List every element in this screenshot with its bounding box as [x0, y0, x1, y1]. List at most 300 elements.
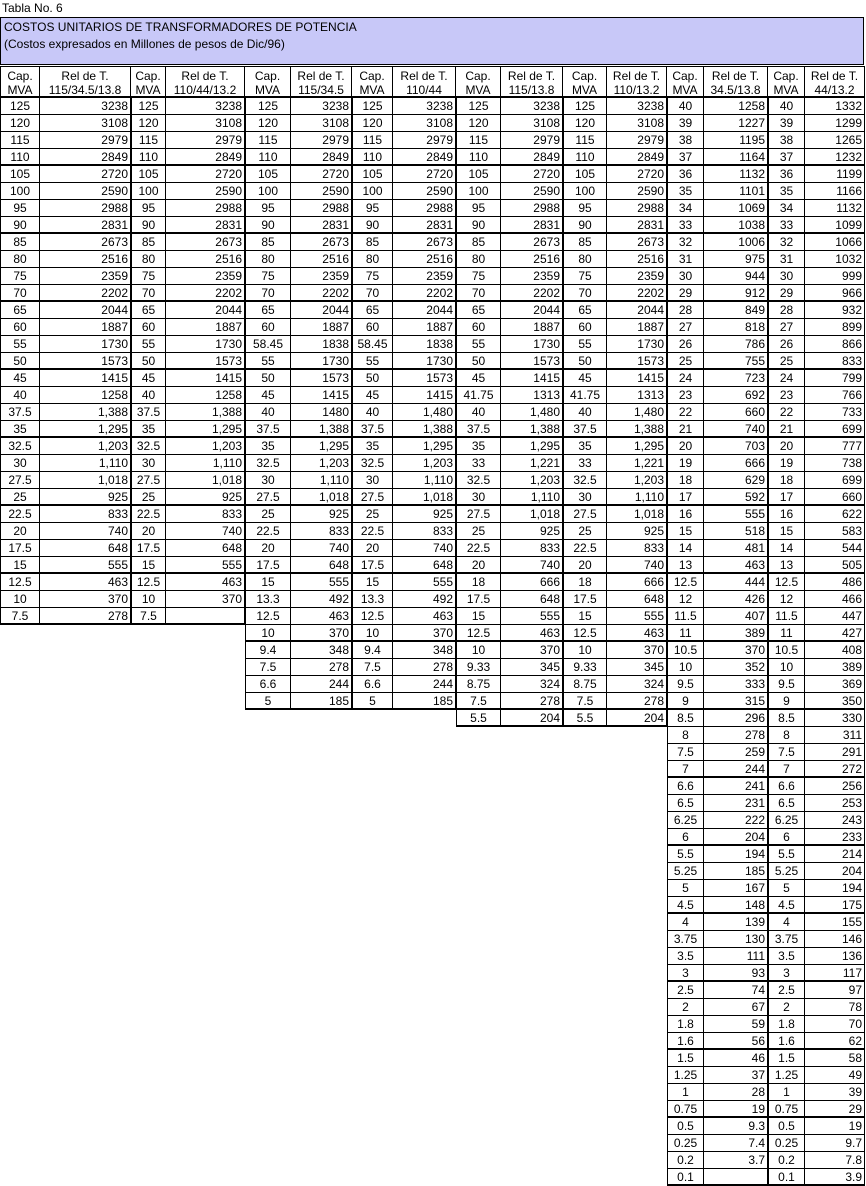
cost-cell: 1,018: [501, 506, 563, 523]
cap-mva-cell: 7.5: [768, 744, 805, 761]
column-header-line2: 115/34.5/13.8: [48, 83, 122, 97]
cost-cell: 222: [704, 812, 768, 829]
cost-cell: 1,295: [501, 438, 563, 455]
cost-cell: 29: [805, 1101, 865, 1118]
cap-mva-cell: 95: [245, 200, 291, 217]
column-header-line2: MVA: [571, 83, 598, 97]
cost-cell: 925: [166, 489, 245, 506]
cap-mva-cell: 30: [352, 472, 393, 489]
cap-mva-cell: 5: [768, 880, 805, 897]
cost-cell: 866: [805, 336, 865, 353]
cost-cell: 799: [805, 370, 865, 387]
cap-mva-cell: 5: [352, 693, 393, 710]
cap-mva-cell: 5.25: [667, 863, 704, 880]
cost-cell: 2831: [607, 217, 667, 234]
cost-cell: 648: [40, 540, 131, 557]
cap-mva-cell: 22: [667, 404, 704, 421]
cost-cell: 555: [501, 608, 563, 625]
cap-mva-cell: 115: [563, 132, 607, 149]
cap-mva-cell: 35: [563, 438, 607, 455]
cost-cell: 1573: [607, 353, 667, 370]
cap-mva-cell: 6.6: [768, 778, 805, 795]
cost-cell: 2831: [291, 217, 352, 234]
cost-cell: 766: [805, 387, 865, 404]
column-header: [768, 66, 805, 98]
cost-cell: 2202: [501, 285, 563, 302]
cap-mva-cell: 1.25: [768, 1067, 805, 1084]
cap-mva-cell: 1.25: [667, 1067, 704, 1084]
cost-cell: 1032: [805, 251, 865, 268]
cap-mva-cell: 5.5: [768, 846, 805, 863]
cap-mva-cell: 4.5: [768, 897, 805, 914]
cost-cell: 2359: [393, 268, 456, 285]
cap-mva-cell: 120: [0, 115, 40, 132]
cost-cell: 1573: [291, 370, 352, 387]
cap-mva-cell: 100: [456, 183, 501, 200]
cost-cell: 3238: [607, 98, 667, 115]
cap-mva-cell: 100: [245, 183, 291, 200]
cap-mva-cell: 85: [131, 234, 166, 251]
cost-cell: 2720: [166, 166, 245, 183]
cap-mva-cell: 1: [667, 1084, 704, 1101]
cost-cell: 2979: [40, 132, 131, 149]
cost-cell: 505: [805, 557, 865, 574]
cost-cell: 2988: [393, 200, 456, 217]
cap-mva-cell: 37.5: [131, 404, 166, 421]
cost-cell: 2673: [40, 234, 131, 251]
cost-cell: 244: [393, 676, 456, 693]
column-header-line1: Rel de T.: [612, 69, 661, 83]
cost-cell: 146: [805, 931, 865, 948]
cost-cell: 925: [501, 523, 563, 540]
cost-cell: 333: [704, 676, 768, 693]
cap-mva-cell: 95: [131, 200, 166, 217]
cap-mva-cell: 5: [245, 693, 291, 710]
cost-cell: 648: [166, 540, 245, 557]
cost-cell: 111: [704, 948, 768, 965]
cost-cell: 244: [704, 761, 768, 778]
cost-cell: 2516: [501, 251, 563, 268]
cap-mva-cell: 125: [131, 98, 166, 115]
cap-mva-cell: 5: [667, 880, 704, 897]
cap-mva-cell: 10: [0, 591, 40, 608]
cost-cell: 1313: [501, 387, 563, 404]
cap-mva-cell: 1.6: [667, 1033, 704, 1050]
cap-mva-cell: 125: [563, 98, 607, 115]
cost-cell: 370: [291, 625, 352, 642]
cap-mva-cell: 9.5: [667, 676, 704, 693]
cost-cell: 1265: [805, 132, 865, 149]
cap-mva-cell: 22.5: [352, 523, 393, 540]
cost-cell: 2988: [40, 200, 131, 217]
cap-mva-cell: 32.5: [245, 455, 291, 472]
cost-cell: 278: [291, 659, 352, 676]
cap-mva-cell: 9: [667, 693, 704, 710]
cost-cell: [166, 608, 245, 625]
cap-mva-cell: 50: [0, 353, 40, 370]
cap-mva-cell: 3.5: [768, 948, 805, 965]
cap-mva-cell: 110: [245, 149, 291, 166]
cost-cell: 46: [704, 1050, 768, 1067]
cap-mva-cell: 7.5: [131, 608, 166, 625]
cost-cell: 3238: [166, 98, 245, 115]
cost-cell: 93: [704, 965, 768, 982]
cost-cell: 1887: [393, 319, 456, 336]
cap-mva-cell: 12.5: [667, 574, 704, 591]
column-header-line1: Cap.: [773, 69, 799, 83]
cap-mva-cell: 26: [768, 336, 805, 353]
column-header: [166, 66, 245, 98]
cost-cell: 833: [291, 523, 352, 540]
cap-mva-cell: 10: [768, 659, 805, 676]
cap-mva-cell: 80: [0, 251, 40, 268]
cap-mva-cell: 35: [456, 438, 501, 455]
cap-mva-cell: 60: [245, 319, 291, 336]
cost-cell: 117: [805, 965, 865, 982]
cost-cell: 660: [805, 489, 865, 506]
cap-mva-cell: 40: [131, 387, 166, 404]
cap-mva-cell: 32: [667, 234, 704, 251]
cap-mva-cell: 7.5: [352, 659, 393, 676]
cost-cell: 3108: [40, 115, 131, 132]
cap-mva-cell: 17.5: [456, 591, 501, 608]
cost-cell: 3108: [607, 115, 667, 132]
cost-cell: 925: [607, 523, 667, 540]
cost-cell: 2988: [166, 200, 245, 217]
cap-mva-cell: 1.8: [667, 1016, 704, 1033]
cap-mva-cell: 7.5: [456, 693, 501, 710]
cap-mva-cell: 0.25: [768, 1135, 805, 1152]
cost-cell: 74: [704, 982, 768, 999]
cap-mva-cell: 100: [352, 183, 393, 200]
cap-mva-cell: 32.5: [131, 438, 166, 455]
cap-mva-cell: 70: [131, 285, 166, 302]
cost-cell: 1299: [805, 115, 865, 132]
cap-mva-cell: 31: [667, 251, 704, 268]
cap-mva-cell: 6: [768, 829, 805, 846]
cap-mva-cell: 1.5: [667, 1050, 704, 1067]
cost-cell: 1,110: [501, 489, 563, 506]
cap-mva-cell: 80: [352, 251, 393, 268]
cost-cell: 7.4: [704, 1135, 768, 1152]
cost-cell: 2590: [607, 183, 667, 200]
cap-mva-cell: 35: [0, 421, 40, 438]
cap-mva-cell: 110: [563, 149, 607, 166]
cost-cell: 296: [704, 710, 768, 727]
cap-mva-cell: 100: [0, 183, 40, 200]
cost-cell: 2044: [393, 302, 456, 319]
cap-mva-cell: 34: [667, 200, 704, 217]
cap-mva-cell: 3.5: [667, 948, 704, 965]
cap-mva-cell: 11: [768, 625, 805, 642]
cap-mva-cell: 8: [768, 727, 805, 744]
cap-mva-cell: 25: [245, 506, 291, 523]
cost-cell: 648: [501, 591, 563, 608]
cost-cell: 692: [704, 387, 768, 404]
cost-cell: 2590: [40, 183, 131, 200]
cap-mva-cell: 50: [245, 370, 291, 387]
cost-cell: 1887: [40, 319, 131, 336]
column-header: [291, 66, 352, 98]
cost-cell: 999: [805, 268, 865, 285]
cap-mva-cell: 13.3: [245, 591, 291, 608]
cost-cell: 740: [40, 523, 131, 540]
cost-cell: 204: [501, 710, 563, 727]
cap-mva-cell: 36: [768, 166, 805, 183]
cap-mva-cell: 25: [768, 353, 805, 370]
cap-mva-cell: 125: [352, 98, 393, 115]
column-header: [805, 66, 865, 98]
cap-mva-cell: 9.4: [245, 642, 291, 659]
cost-cell: 2516: [607, 251, 667, 268]
cost-cell: 1,018: [607, 506, 667, 523]
cost-cell: 185: [393, 693, 456, 710]
cost-cell: 1,295: [607, 438, 667, 455]
cap-mva-cell: 3: [667, 965, 704, 982]
cap-mva-cell: 90: [245, 217, 291, 234]
cap-mva-cell: 5.5: [456, 710, 501, 727]
cap-mva-cell: 20: [768, 438, 805, 455]
cap-mva-cell: 6.25: [768, 812, 805, 829]
cap-mva-cell: 16: [768, 506, 805, 523]
cost-cell: 2044: [291, 302, 352, 319]
cost-cell: 241: [704, 778, 768, 795]
cap-mva-cell: 65: [245, 302, 291, 319]
cap-mva-cell: 0.2: [768, 1152, 805, 1169]
cap-mva-cell: 7.5: [0, 608, 40, 625]
column-header: [393, 66, 456, 98]
cost-cell: 1,295: [393, 438, 456, 455]
cap-mva-cell: 30: [667, 268, 704, 285]
cap-mva-cell: 10: [456, 642, 501, 659]
cap-mva-cell: 3.75: [768, 931, 805, 948]
cost-cell: 666: [501, 574, 563, 591]
cost-cell: 555: [166, 557, 245, 574]
cost-cell: 175: [805, 897, 865, 914]
cap-mva-cell: 120: [563, 115, 607, 132]
cost-cell: 231: [704, 795, 768, 812]
cost-cell: 463: [291, 608, 352, 625]
cost-cell: 1,018: [166, 472, 245, 489]
cost-cell: 648: [393, 557, 456, 574]
cost-cell: 2720: [291, 166, 352, 183]
cost-cell: 370: [704, 642, 768, 659]
column-header-line2: MVA: [135, 83, 161, 97]
cap-mva-cell: 7.5: [667, 744, 704, 761]
cap-mva-cell: 26: [667, 336, 704, 353]
cap-mva-cell: 18: [667, 472, 704, 489]
cap-mva-cell: 120: [245, 115, 291, 132]
cap-mva-cell: 37: [768, 149, 805, 166]
cost-cell: 167: [704, 880, 768, 897]
cap-mva-cell: 55: [0, 336, 40, 353]
column-header-line1: Cap.: [7, 69, 33, 83]
column-header-line1: Rel de T.: [400, 69, 448, 83]
cap-mva-cell: 8: [667, 727, 704, 744]
cost-cell: 3238: [291, 98, 352, 115]
cap-mva-cell: 45: [563, 370, 607, 387]
cap-mva-cell: 110: [352, 149, 393, 166]
cap-mva-cell: 45: [456, 370, 501, 387]
cost-cell: 70: [805, 1016, 865, 1033]
cap-mva-cell: 22.5: [563, 540, 607, 557]
cost-cell: 648: [607, 591, 667, 608]
cap-mva-cell: 55: [245, 353, 291, 370]
cost-cell: 350: [805, 693, 865, 710]
cost-cell: 1,388: [40, 404, 131, 421]
column-header-line1: Rel de T.: [507, 69, 556, 83]
cost-cell: 1,018: [393, 489, 456, 506]
cost-cell: 1573: [40, 353, 131, 370]
cost-cell: 463: [704, 557, 768, 574]
cost-cell: 2359: [501, 268, 563, 285]
cost-cell: 2831: [501, 217, 563, 234]
cost-cell: 3108: [393, 115, 456, 132]
cost-cell: 67: [704, 999, 768, 1016]
cap-mva-cell: 6.25: [667, 812, 704, 829]
cost-cell: 139: [704, 914, 768, 931]
cost-cell: 1,388: [607, 421, 667, 438]
cost-cell: 1887: [166, 319, 245, 336]
cap-mva-cell: 12.5: [563, 625, 607, 642]
cost-cell: 1258: [166, 387, 245, 404]
column-header-line1: Rel de T.: [61, 69, 109, 83]
cost-cell: 2590: [166, 183, 245, 200]
cap-mva-cell: 22: [768, 404, 805, 421]
cap-mva-cell: 85: [563, 234, 607, 251]
cost-cell: 345: [607, 659, 667, 676]
cost-cell: 272: [805, 761, 865, 778]
cap-mva-cell: 80: [563, 251, 607, 268]
cost-cell: 755: [704, 353, 768, 370]
cost-cell: 2831: [40, 217, 131, 234]
cap-mva-cell: 37: [667, 149, 704, 166]
cap-mva-cell: 22.5: [131, 506, 166, 523]
cap-mva-cell: 9.33: [563, 659, 607, 676]
cost-cell: 1887: [607, 319, 667, 336]
cost-cell: 925: [40, 489, 131, 506]
cost-cell: 58: [805, 1050, 865, 1067]
column-header-line1: Rel de T.: [297, 69, 345, 83]
cap-mva-cell: 32.5: [352, 455, 393, 472]
cost-cell: 833: [40, 506, 131, 523]
cap-mva-cell: 17.5: [352, 557, 393, 574]
cap-mva-cell: 75: [456, 268, 501, 285]
cost-cell: 243: [805, 812, 865, 829]
cost-cell: 389: [704, 625, 768, 642]
cap-mva-cell: 8.5: [768, 710, 805, 727]
cap-mva-cell: 110: [456, 149, 501, 166]
cap-mva-cell: 3.75: [667, 931, 704, 948]
cap-mva-cell: 105: [352, 166, 393, 183]
cap-mva-cell: 29: [667, 285, 704, 302]
cap-mva-cell: 110: [131, 149, 166, 166]
cap-mva-cell: 100: [563, 183, 607, 200]
cap-mva-cell: 60: [352, 319, 393, 336]
cost-cell: 1132: [704, 166, 768, 183]
cap-mva-cell: 30: [456, 489, 501, 506]
cost-cell: 1258: [40, 387, 131, 404]
cap-mva-cell: 12.5: [0, 574, 40, 591]
cap-mva-cell: 29: [768, 285, 805, 302]
cost-cell: 1,110: [291, 472, 352, 489]
cost-cell: 833: [805, 353, 865, 370]
cap-mva-cell: 30: [0, 455, 40, 472]
cost-cell: 944: [704, 268, 768, 285]
cap-mva-cell: 60: [456, 319, 501, 336]
cap-mva-cell: 32: [768, 234, 805, 251]
column-header-line1: Cap.: [571, 69, 598, 83]
cost-cell: 2044: [166, 302, 245, 319]
cap-mva-cell: 45: [131, 370, 166, 387]
column-header-line2: MVA: [254, 83, 281, 97]
cap-mva-cell: 12.5: [131, 574, 166, 591]
cost-cell: 185: [291, 693, 352, 710]
cost-cell: 1,110: [607, 489, 667, 506]
cap-mva-cell: 27: [768, 319, 805, 336]
table-subtitle: (Costos expresados en Millones de pesos de Dic/96): [4, 37, 285, 51]
cost-cell: 3238: [393, 98, 456, 115]
cost-cell: 370: [607, 642, 667, 659]
cost-cell: 447: [805, 608, 865, 625]
column-header: [352, 66, 393, 98]
cap-mva-cell: 23: [667, 387, 704, 404]
cost-cell: 544: [805, 540, 865, 557]
cap-mva-cell: 39: [667, 115, 704, 132]
cost-cell: 2202: [40, 285, 131, 302]
cap-mva-cell: 20: [563, 557, 607, 574]
cost-cell: 330: [805, 710, 865, 727]
cap-mva-cell: 36: [667, 166, 704, 183]
cost-cell: 2202: [393, 285, 456, 302]
cap-mva-cell: 25: [131, 489, 166, 506]
cap-mva-cell: 5.5: [667, 846, 704, 863]
cost-cell: 3108: [166, 115, 245, 132]
cap-mva-cell: 40: [456, 404, 501, 421]
cap-mva-cell: 75: [0, 268, 40, 285]
cap-mva-cell: 41.75: [456, 387, 501, 404]
column-header: [245, 66, 291, 98]
cap-mva-cell: 15: [768, 523, 805, 540]
cost-cell: 738: [805, 455, 865, 472]
cost-cell: 7.8: [805, 1152, 865, 1169]
cap-mva-cell: 28: [768, 302, 805, 319]
cost-cell: 1006: [704, 234, 768, 251]
cap-mva-cell: 55: [131, 336, 166, 353]
cost-cell: 1480: [291, 404, 352, 421]
cap-mva-cell: 11.5: [768, 608, 805, 625]
cost-cell: 37: [704, 1067, 768, 1084]
cost-cell: 214: [805, 846, 865, 863]
cap-mva-cell: 12: [667, 591, 704, 608]
table-title: COSTOS UNITARIOS DE TRANSFORMADORES DE POTENCIA: [4, 20, 357, 34]
cost-cell: 2720: [501, 166, 563, 183]
cap-mva-cell: 95: [352, 200, 393, 217]
cost-cell: 2202: [607, 285, 667, 302]
cap-mva-cell: 13: [768, 557, 805, 574]
cap-mva-cell: 25: [667, 353, 704, 370]
cost-cell: 2979: [166, 132, 245, 149]
cost-cell: 2202: [291, 285, 352, 302]
column-header-line2: 44/13.2: [814, 83, 855, 97]
cost-cell: 592: [704, 489, 768, 506]
column-header-line2: 110/44/13.2: [173, 83, 237, 97]
cost-cell: 1,110: [166, 455, 245, 472]
cap-mva-cell: 58.45: [245, 336, 291, 353]
cost-cell: 723: [704, 370, 768, 387]
cap-mva-cell: 30: [563, 489, 607, 506]
cost-cell: 833: [607, 540, 667, 557]
